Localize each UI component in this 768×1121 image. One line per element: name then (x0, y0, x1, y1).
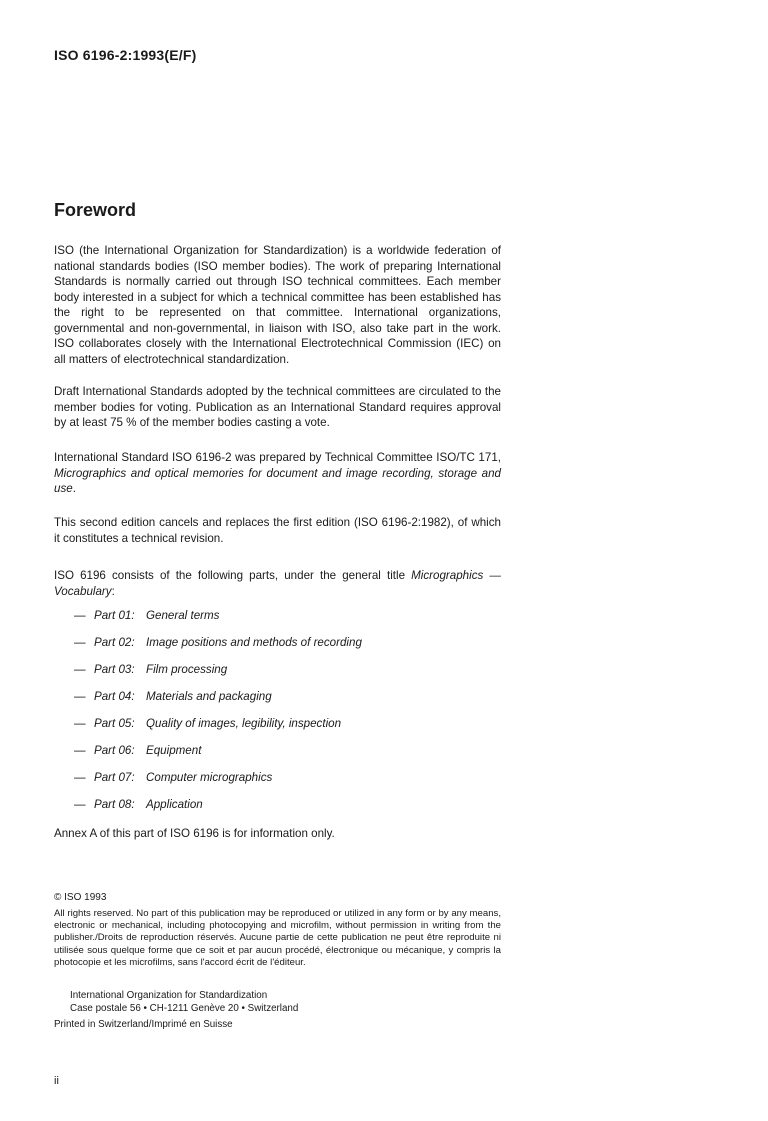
committee-suffix: . (72, 482, 76, 495)
annex-note: Annex A of this part of ISO 6196 is for information only. (54, 827, 335, 840)
part-number: Part 02: (94, 636, 135, 649)
copyright-line: © ISO 1993 (54, 892, 107, 903)
list-item (74, 602, 362, 629)
dash-bullet: — (74, 663, 86, 676)
foreword-paragraph-committee (54, 450, 501, 497)
part-title: Image positions and methods of recording (146, 636, 362, 649)
part-number: Part 05: (94, 717, 135, 730)
dash-bullet: — (74, 717, 86, 730)
part-number: Part 08: (94, 798, 135, 811)
list-item (74, 656, 362, 683)
publisher-name: International Organization for Standardization (70, 990, 268, 1001)
part-number: Part 04: (94, 690, 135, 703)
part-number: Part 07: (94, 771, 135, 784)
part-title: General terms (146, 609, 220, 622)
dash-bullet: — (74, 771, 86, 784)
part-title: Materials and packaging (146, 690, 272, 703)
dash-bullet: — (74, 798, 86, 811)
foreword-paragraph-drafts: Draft International Standards adopted by the technical committees are circulated to the member bodies for voting. Publication as an International Standard requires approval by at least 75 % of the member bodies casting a vote. (54, 385, 501, 429)
list-item (74, 764, 362, 791)
page-number: ii (54, 1075, 59, 1087)
list-item (74, 737, 362, 764)
part-title: Application (146, 798, 203, 811)
part-title: Quality of images, legibility, inspection (146, 717, 342, 730)
list-item (74, 791, 362, 818)
part-title: Computer micrographics (146, 771, 273, 784)
committee-text: International Standard ISO 6196-2 was prepared by Technical Committee ISO/TC 171, (54, 451, 501, 464)
part-title: Film processing (146, 663, 228, 676)
foreword-paragraph-iso: ISO (the International Organization for Standardization) is a worldwide federation of national standards bodies (ISO member bodies). The work of preparing International Standards is normally carried out through ISO technical committees. Each member body interested in a subject for which a technical committee has been established has the right to be represented on that committee. International organizations, governmental and non-governmental, in liaison with ISO, also take part in the work. ISO collaborates closely with the International Electrotechnical Commission (IEC) on all matters of electrotechnical standardization. (54, 244, 501, 366)
part-number: Part 03: (94, 663, 135, 676)
printed-in: Printed in Switzerland/Imprimé en Suisse (54, 1019, 233, 1030)
dash-bullet: — (74, 636, 86, 649)
part-number: Part 01: (94, 609, 135, 622)
document-identifier: ISO 6196-2:1993(E/F) (54, 47, 197, 63)
committee-title: Micrographics and optical memories for document and image recording, storage and use (54, 466, 501, 495)
list-item (74, 710, 362, 737)
publisher-address (70, 989, 298, 1015)
rights-notice: All rights reserved. No part of this publication may be reproduced or utilized in any form or by any means, electronic or mechanical, including photocopying and microfilm, without permission in writing from the publisher./Droits de reproduction réservés. Aucune partie de cette publication ne peut être reproduite ni utilisée sous quelque forme que ce soit et par aucun procédé, électronique ou mécanique, y compris la photocopie et les microfilms, sans l'accord écrit de l'éditeur. (54, 908, 501, 968)
part-number: Part 06: (94, 744, 135, 757)
dash-bullet: — (74, 744, 86, 757)
general-title: Micrographics — Vocabulary (54, 569, 501, 598)
parts-intro-suffix: : (111, 584, 115, 598)
list-item (74, 683, 362, 710)
dash-bullet: — (74, 609, 86, 622)
foreword-paragraph-parts-intro (54, 568, 501, 599)
dash-bullet: — (74, 690, 86, 703)
parts-intro-text: ISO 6196 consists of the following parts, under the general title (54, 569, 412, 582)
parts-list (74, 602, 362, 818)
foreword-paragraph-edition: This second edition cancels and replaces the first edition (ISO 6196-2:1982), of which it constitutes a technical revision. (54, 516, 501, 545)
foreword-heading: Foreword (54, 200, 137, 220)
list-item (74, 629, 362, 656)
publisher-postal: Case postale 56 • CH-1211 Genève 20 • Switzerland (70, 1003, 299, 1014)
part-title: Equipment (146, 744, 202, 757)
